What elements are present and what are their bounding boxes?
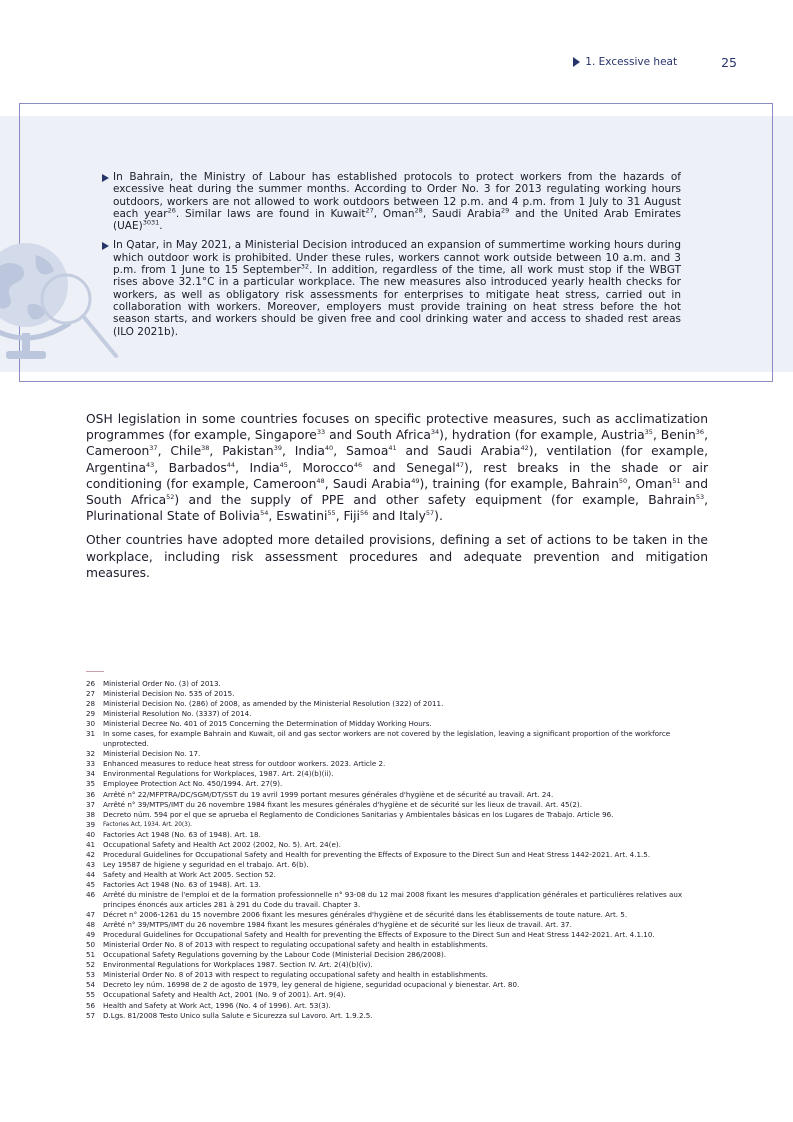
footnote-text: Occupational Safety and Health Act, 2001 (No. 9 of 2001). Art. 9(4). [103, 990, 346, 1000]
text-run: and Italy [368, 509, 426, 524]
footnote-number: 47 [86, 910, 96, 920]
footnote-text: Enhanced measures to reduce heat stress for outdoor workers. 2023. Article 2. [103, 759, 386, 769]
text-run: , India [235, 460, 280, 475]
text-run: , Samoa [333, 444, 389, 459]
footnote-text: Ministerial Decision No. 17. [103, 749, 201, 759]
footnote-number: 38 [86, 809, 96, 819]
footnote [86, 920, 711, 930]
footnote-number: 50 [86, 940, 96, 950]
text-run: . Similar laws are found in Kuwait [175, 207, 366, 220]
footnote-text: Ley 19587 de higiene y seguridad en el trabajo. Art. 6(b). [103, 859, 309, 869]
footnote-number: 33 [86, 759, 96, 769]
footnote-reference[interactable]: 35 [644, 428, 653, 437]
footnote-text: Factories Act 1948 (No. 63 of 1948). Art. 13. [103, 879, 261, 889]
footnote-text: Safety and Health at Work Act 2005. Section 52. [103, 869, 276, 879]
text-run: ) and the supply of PPE and other safety equipment (for example, Bahrain [174, 493, 696, 508]
text-run: , Pakistan [209, 444, 274, 459]
footnote-text: Ministerial Decree No. 401 of 2015 Concerning the Determination of Midday Working Hours. [103, 719, 432, 729]
footnote-text: Ministerial Decision No. 535 of 2015. [103, 689, 235, 699]
footnote-number: 56 [86, 1000, 96, 1010]
text-run: , Saudi Arabia [422, 207, 502, 220]
footnote [86, 870, 711, 880]
text-run: , Oman [373, 207, 415, 220]
text-run: . In addition, regardless of the time, all work must stop if the WBGT rises above 32.1°C in a particular workplace. The new measures also introduced yearly health checks for workers, as well as obligatory risk assessments for enterprises to mitigate heat stress, carried out in collaboration with workers. Moreover, employers must provide training on heat stress before the hot season starts, and workers should be given free and cool drinking water and access to shaded rest areas (ILO 2021b). [113, 264, 681, 338]
footnote-reference[interactable]: 36 [695, 428, 705, 437]
text-run: , Fiji [335, 509, 360, 524]
footnote-text: Occupational Safety Regulations governing by the Labour Code (Ministerial Decision 286/2008). [103, 950, 447, 960]
footnote-text: Occupational Safety and Health Act 2002 (2002, No. 5). Art. 24(e). [103, 839, 341, 849]
footnote [86, 679, 711, 689]
footnote-number: 30 [86, 719, 96, 729]
footnote-text: Decreto núm. 594 por el que se aprueba el Reglamento de Condiciones Sanitarias y Ambientales básicas en los Lugares de Trabajo. Article 96. [103, 809, 614, 819]
paragraph [86, 532, 708, 581]
text-run: , Barbados [154, 460, 227, 475]
triangle-bullet-icon [102, 242, 109, 250]
footnote-text: Arrêté du ministre de l'emploi et de la formation professionnelle n° 93-08 du 12 mai 2008 fixant les mesures d'application générales et particulières relatives aux principes énoncés aux articles 281 à 291 du Code du travail. Chapter 3. [103, 889, 683, 910]
text-run: , Morocco [287, 460, 354, 475]
text-run: and South Africa [325, 428, 431, 443]
text-run: Other countries have adopted more detailed provisions, defining a set of actions to be taken in the workplace, including risk assessment procedures and adequate prevention and mitigation measures. [86, 533, 708, 580]
footnote [86, 910, 711, 920]
footnote-reference[interactable]: 41 [388, 444, 397, 453]
bullet-text [113, 171, 681, 232]
footnote [86, 970, 711, 980]
footnote-number: 35 [86, 779, 96, 789]
footnote-text: Ministerial Resolution No. (3337) of 2014. [103, 709, 252, 719]
footnote-text: Environmental Regulations for Workplaces 1987. Section IV. Art. 2(4)(b)(iv). [103, 960, 373, 970]
triangle-bullet-icon [102, 174, 109, 182]
list-item [101, 171, 681, 232]
footnote-number: 37 [86, 799, 96, 809]
text-run: , Eswatini [268, 509, 328, 524]
footnote-text: Decreto ley núm. 16998 de 2 de agosto de 1979, ley general de higiene, seguridad ocupacional y bienestar. Art. 80. [103, 980, 520, 990]
text-run: and South Africa [86, 476, 708, 508]
footnote-reference[interactable]: 56 [359, 509, 369, 518]
footnote [86, 1011, 711, 1021]
footnote-text: Ministerial Order No. 8 of 2013 with respect to regulating occupational safety and health in establishments. [103, 940, 488, 950]
footnote [86, 890, 711, 910]
footnote-number: 32 [86, 749, 96, 759]
footnote-number: 53 [86, 970, 96, 980]
footnote [86, 880, 711, 890]
footnote [86, 719, 711, 729]
footnote-number: 43 [86, 859, 96, 869]
footnote-reference[interactable]: 53 [695, 492, 705, 501]
footnote [86, 850, 711, 860]
footnote [86, 689, 711, 699]
footnote-number: 48 [86, 920, 96, 930]
footnote [86, 860, 711, 870]
footnote-reference[interactable]: 46 [353, 460, 363, 469]
footnote-reference[interactable]: 38 [201, 444, 210, 453]
footnote [86, 729, 711, 749]
body-text [86, 411, 708, 589]
footnote-reference[interactable]: 28 [414, 206, 423, 215]
footnote [86, 749, 711, 759]
text-run: , Benin [652, 428, 696, 443]
footnote-reference[interactable]: 47 [455, 460, 464, 469]
footnote [86, 759, 711, 769]
text-run: and Saudi Arabia [396, 444, 521, 459]
footnote-number: 55 [86, 990, 96, 1000]
footnote-number: 46 [86, 889, 96, 899]
footnote-number: 57 [86, 1010, 96, 1020]
footnote-number: 49 [86, 930, 96, 940]
footnote-reference[interactable]: 40 [324, 444, 334, 453]
footnote-text: Décret n° 2006-1261 du 15 novembre 2006 fixant les mesures générales d'hygiène et de sécurité dans les établissements de toute nature. Art. 5. [103, 910, 628, 920]
footnote-text: Arrêté n° 22/MFPTRA/DC/SGM/DT/SST du 19 avril 1999 portant mesures générales d'hygiène et de sécurité au travail. Art. 24. [103, 789, 554, 799]
country-examples-list [101, 171, 681, 345]
text-run: ), rest breaks in the shade or air conditioning (for example, Cameroon [86, 460, 709, 491]
footnote-reference[interactable]: 29 [501, 206, 510, 215]
text-run: . [159, 220, 163, 233]
text-run: OSH legislation in some countries focuses on specific protective measures, such as acclimatization programmes (for example, Singapore [86, 412, 708, 443]
text-run: , Chile [157, 444, 202, 459]
footnote-text: Environmental Regulations for Workplaces, 1987. Art. 2(4)(b)(ii). [103, 769, 334, 779]
footnote-reference[interactable]: 33 [316, 428, 326, 437]
text-run: , Cameroon [86, 428, 708, 459]
footnote-reference[interactable]: 54 [260, 509, 269, 518]
footnote-reference[interactable]: 45 [279, 460, 288, 469]
text-run: , Oman [627, 476, 673, 491]
footnote-reference[interactable]: 34 [430, 428, 440, 437]
footnote-text: Employee Protection Act No. 450/1994. Art. 27(9). [103, 779, 283, 789]
footnote-text: Factories Act, 1934. Art. 20(3). [103, 821, 192, 828]
footnote-text: Health and Safety at Work Act, 1996 (No. 4 of 1996). Art. 53(3). [103, 1000, 331, 1010]
footnote-reference[interactable]: 55 [327, 509, 336, 518]
footnote-text: Ministerial Decision No. (286) of 2008, as amended by the Ministerial Resolution (322) of 2011. [103, 699, 444, 709]
footnote-number: 42 [86, 849, 96, 859]
footnote [86, 840, 711, 850]
footnote-text: D.Lgs. 81/2008 Testo Unico sulla Salute e Sicurezza sul Lavoro. Art. 1.9.2.5. [103, 1010, 373, 1020]
footnote-text: Ministerial Order No. 8 of 2013 with respect to regulating occupational safety and health in establishments. [103, 970, 488, 980]
footnote [86, 699, 711, 709]
footnote [86, 960, 711, 970]
footnote-reference[interactable]: 48 [316, 476, 325, 485]
footnote-text: Procedural Guidelines for Occupational Safety and Health for preventing the Effects of Exposure to the Direct Sun and Heat Stress 1442-2021. Art. 4.1.5. [103, 849, 651, 859]
footnote-text: Arrêté n° 39/MTPS/IMT du 26 novembre 1984 fixant les mesures générales d'hygiène et de sécurité sur les lieux de travail. Art. 37. [103, 920, 572, 930]
footnote-number: 41 [86, 839, 96, 849]
running-header [573, 54, 737, 70]
footnote-number: 45 [86, 879, 96, 889]
footnote-reference[interactable]: 37 [149, 444, 158, 453]
footnote-reference[interactable]: 26 [167, 206, 176, 215]
footnote [86, 709, 711, 719]
footnote [86, 769, 711, 779]
text-run: ). [434, 509, 443, 524]
footnote-reference[interactable]: 49 [411, 476, 420, 485]
text-run: In Qatar, in May 2021, a Ministerial Decision introduced an expansion of summertime working hours during which outdoor work is prohibited. Under these rules, workers cannot work outside between 10 a.m. and 3 p.m. from 1 June to 15 September [113, 239, 681, 277]
footnote-number: 29 [86, 709, 96, 719]
footnote [86, 830, 711, 840]
section-title: 1. Excessive heat [585, 56, 678, 68]
text-run: , Saudi Arabia [324, 476, 412, 491]
footnote-number: 44 [86, 869, 96, 879]
footnote-number: 51 [86, 950, 96, 960]
footnotes-list [86, 679, 711, 1021]
footnote [86, 790, 711, 800]
footnote-reference[interactable]: 57 [425, 509, 435, 518]
footnote-text: In some cases, for example Bahrain and Kuwait, oil and gas sector workers are not covered by the legislation, leaving a significant proportion of the workforce unprotected. [103, 729, 671, 749]
text-run: and Senegal [362, 460, 456, 475]
footnote [86, 800, 711, 810]
footnote-reference[interactable]: 39 [273, 444, 282, 453]
footnote-reference[interactable]: 52 [166, 492, 175, 501]
footnote-reference[interactable]: 50 [618, 476, 628, 485]
text-run: ), training (for example, Bahrain [419, 476, 619, 491]
footnote-number: 31 [86, 729, 96, 739]
footnote [86, 950, 711, 960]
text-run: In Bahrain, the Ministry of Labour has established protocols to protect workers from the hazards of excessive heat during the summer months. According to Order No. 3 for 2013 regulating working hours outdoors, workers are not allowed to work outdoors between 12 p.m. and 4 p.m. from 1 July to 31 August each year [113, 171, 681, 220]
footnote-number: 34 [86, 769, 96, 779]
bullet-text [113, 239, 681, 337]
footnote-reference[interactable]: 3031 [142, 218, 160, 227]
footnote-text: Arrêté n° 39/MTPS/IMT du 26 novembre 1984 fixant les mesures générales d'hygiène et de sécurité sur les lieux de travail. Art. 45(2). [103, 799, 582, 809]
triangle-bullet-icon [573, 57, 580, 67]
text-run: and the United Arab Emirates (UAE) [113, 207, 681, 233]
footnote-number: 27 [86, 689, 96, 699]
footnote-reference[interactable]: 43 [145, 460, 155, 469]
footnote-divider [86, 671, 104, 672]
text-run: , India [281, 444, 325, 459]
footnote [86, 820, 711, 830]
footnote-number: 36 [86, 789, 96, 799]
footnote-number: 26 [86, 679, 96, 688]
footnote-number: 40 [86, 829, 96, 839]
footnote-text: Procedural Guidelines for Occupational Safety and Health for preventing the Effects of Exposure to the Direct Sun and Heat Stress 1442-2021. Art. 4.1.10. [103, 930, 655, 940]
footnote [86, 810, 711, 820]
footnote-number: 39 [86, 819, 96, 829]
footnote [86, 930, 711, 940]
paragraph [86, 411, 708, 524]
footnote-reference[interactable]: 32 [300, 262, 310, 271]
footnote-number: 52 [86, 960, 96, 970]
text-run: , Plurinational State of Bolivia [86, 493, 709, 524]
footnote-reference[interactable]: 42 [520, 444, 529, 453]
footnote-reference[interactable]: 44 [226, 460, 236, 469]
list-item [101, 239, 681, 337]
footnote [86, 990, 711, 1000]
text-run: ), ventilation (for example, Argentina [86, 444, 708, 475]
footnote-number: 54 [86, 980, 96, 990]
footnote-text: Ministerial Order No. (3) of 2013. [103, 679, 221, 688]
footnote [86, 940, 711, 950]
footnote [86, 779, 711, 789]
footnote-text: Factories Act 1948 (No. 63 of 1948). Art. 18. [103, 829, 261, 839]
footnote-reference[interactable]: 51 [672, 476, 681, 485]
text-run: ), hydration (for example, Austria [439, 428, 645, 443]
page-number: 25 [721, 54, 737, 70]
footnote-reference[interactable]: 27 [365, 206, 374, 215]
footnote [86, 1001, 711, 1011]
footnote-number: 28 [86, 699, 96, 709]
footnote [86, 980, 711, 990]
